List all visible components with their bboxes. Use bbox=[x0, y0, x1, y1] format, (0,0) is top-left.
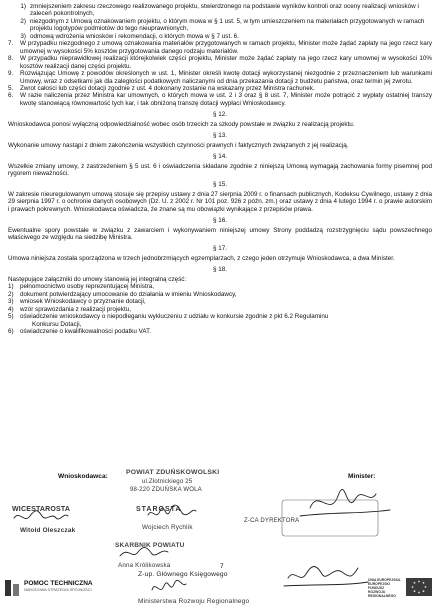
para-number: 7. bbox=[8, 40, 14, 48]
section-heading: § 16. bbox=[212, 217, 227, 225]
attachment-number: 1) bbox=[8, 283, 14, 291]
stamp-wicestarosta: WICESTAROSTA bbox=[12, 506, 71, 513]
para-text: W przypadku nieprawidłowej realizacji którejkolwiek części projektu, Minister może żądać zapłaty na jego rzecz kary umownej w wysokości 10% kosztów realizacji danej części projektu. bbox=[20, 55, 432, 70]
section-heading: § 15. bbox=[212, 181, 227, 189]
section-heading: § 17. bbox=[212, 245, 227, 253]
attachment-text: wzór sprawozdania z realizacji projektu, bbox=[20, 305, 131, 313]
list-text: odmową wdrożenia wniosków i rekomendacji, o których mowa w § 7 ust. 6. bbox=[30, 32, 239, 40]
section-text: Następujące załączniki do umowy stanowią jej integralną część: bbox=[8, 275, 187, 283]
applicant-label: Wnioskodawca: bbox=[58, 473, 108, 480]
para-text: W razie naliczenia przez Ministra kar umownych, o których mowa w ust. 2 i 3 oraz § 8 ust. 7, Minister może potrącić z wypłaty ostatniej transzy kwotę stanowiącą równowartość tych kar, i tak obniżoną transzę dotacji wypłaci Wnioskodawcy. bbox=[20, 92, 432, 107]
signature-minister-lower bbox=[284, 567, 368, 587]
attachment-number: 2) bbox=[8, 290, 14, 298]
attachment-text: pełnomocnictwo osoby reprezentującej Ministra, bbox=[20, 283, 155, 291]
section-heading: § 18. bbox=[212, 266, 227, 274]
eu-logo-line1: UNIA EUROPEJSKA bbox=[368, 578, 401, 582]
para-number: 6. bbox=[8, 92, 14, 100]
attachment-text: oświadczenie wnioskodawcy o niepodleganiu wykluczeniu z udziału w konkursie zgodnie z pkt 6.2 Regulaminu bbox=[20, 313, 329, 321]
stamp-wicestarosta-name: Witold Oleszczak bbox=[20, 527, 76, 534]
attachment-item bbox=[8, 283, 432, 290]
stamp-skarbnik: SKARBNIK POWIATU bbox=[115, 542, 185, 549]
stamp-starosta: STAROSTA bbox=[136, 506, 182, 513]
eu-logo bbox=[368, 576, 436, 604]
para-text: W przypadku niezgodnego z umową oznakowania materiałów przygotowanych w ramach projektu, Minister może żądać zapłaty na jego rzecz kary umownej w wysokości 5% kosztów przygotowania danego rodzaju materiałów. bbox=[20, 40, 432, 55]
stamp-address-line2: 98-220 ZDUŃSKA WOLA bbox=[130, 487, 202, 493]
eu-logo-line2: EUROPEJSKI FUNDUSZ bbox=[368, 582, 390, 590]
attachment-item bbox=[8, 306, 432, 313]
list-text: zmniejszeniem zakresu rzeczowego realizowanego projektu, stwierdzonego na podstawie wyników kontroli oraz oceny realizacji wniosków i zaleceń pokontrolnych, bbox=[30, 3, 419, 18]
signature-starosta bbox=[148, 505, 196, 515]
section-text: Umowa niniejsza została sporządzona w trzech jednobrzmiących egzemplarzach, z czego jeden otrzymuje Wnioskodawca, a dwa Minister. bbox=[8, 255, 395, 263]
section-text: W zakresie nieuregulowanym umową stosuje się przepisy ustawy z dnia 27 sierpnia 2009 r. o finansach publicznych, Kodeksu Cywilnego, ustawy z dnia 29 sierpnia 1997 r. o ochronie danych osobowych (Dz. U. z 2002 r. Nr 101 poz. 926 z późn. zm.) oraz ustawy z dnia 4 lutego 1994 r. o prawie autorskim i prawach pokrewnych. Wnioskodawca oświadcza, że znane są mu obowiązki wynikające z przepisów prawa. bbox=[8, 190, 432, 213]
para-number: 8. bbox=[8, 55, 14, 63]
stamp-starosta-name: Wojciech Rychlik bbox=[142, 524, 193, 531]
list-number: 1) bbox=[20, 3, 26, 10]
list-item bbox=[8, 3, 432, 18]
logo-left-subtitle: NARODOWA STRATEGIA SPÓJNOŚCI bbox=[24, 588, 92, 592]
stamp-skarbnik-name: Anna Królikowska bbox=[118, 562, 171, 569]
section-text: Wnioskodawca ponosi wyłączną odpowiedzialność wobec osób trzecich za szkody powstałe w związku z realizacją projektu. bbox=[8, 120, 355, 128]
logo-left-title: POMOC TECHNICZNA bbox=[24, 580, 93, 587]
attachment-number: 6) bbox=[8, 328, 14, 336]
attachment-number: 4) bbox=[8, 305, 14, 313]
paragraph bbox=[8, 85, 432, 92]
page-number: 7 bbox=[220, 563, 224, 570]
attachment-item bbox=[8, 321, 432, 328]
signature-area bbox=[0, 468, 442, 609]
signature-wicestarosta bbox=[14, 511, 68, 519]
attachment-number: 5) bbox=[8, 313, 14, 321]
para-text: Zwrot całości lub części dotacji zgodnie z ust. 4 dokonany zostanie na wskazany przez Ministra rachunek. bbox=[20, 84, 315, 92]
eu-logo-line3: ROZWOJU REGIONALNEGO bbox=[368, 590, 396, 598]
stamp-ministry-department: Ministerstwa Rozwoju Regionalnego bbox=[138, 598, 250, 605]
para-number: 9. bbox=[8, 70, 14, 78]
list-text: niezgodnym z Umową oznakowaniem projektu, o którym mowa w § 1 ust. 5, w tym umieszczeniem na materiałach przygotowanych w ramach projektu logotypów podmiotów do tego nieuprawnionych, bbox=[30, 17, 425, 33]
pomoc-techniczna-emblem-icon bbox=[4, 578, 20, 598]
ministry-stamp-mark bbox=[280, 498, 380, 538]
paragraph bbox=[8, 55, 432, 70]
stamp-ksiegowy: Z-up. Głównego Księgowego bbox=[138, 571, 228, 578]
pomoc-techniczna-logo bbox=[4, 574, 114, 604]
section-heading: § 14. bbox=[212, 152, 227, 160]
para-text: Rozwiązując Umowę z powodów określonych w ust. 1, Minister określi kwotę dotacji wykorzystanej niezgodnie z przeznaczeniem lub warunkami Umowy, wraz z odsetkami jak dla zaległości podatkowych naliczanymi od dnia przekazania dotacji z budżetu państwa, oraz termin jej zwrotu. bbox=[20, 70, 432, 85]
list-item bbox=[8, 33, 432, 40]
stamp-dyrektor: Z-CA DYREKTORA bbox=[244, 518, 300, 524]
stamp-address-line1: ul.Złotnickiego 25 bbox=[142, 479, 193, 485]
attachment-item bbox=[8, 313, 432, 320]
section-heading: § 12. bbox=[212, 111, 227, 119]
signature-ksiegowy bbox=[152, 580, 186, 590]
paragraph bbox=[8, 40, 432, 55]
eu-flag-icon bbox=[406, 578, 432, 596]
list-number: 2) bbox=[20, 17, 26, 25]
document-body bbox=[8, 3, 432, 336]
list-item bbox=[8, 18, 432, 33]
section-text: Ewentualne spory powstałe w związku z zawarciem i wykonywaniem niniejszej umowy Strony poddadzą rozstrzygnięciu sądu powszechnego właściwego ze względu na siedzibę Ministra. bbox=[8, 226, 432, 242]
attachment-text: Konkursu Dotacji, bbox=[32, 320, 82, 328]
paragraph bbox=[8, 70, 432, 85]
stamp-powiat: POWIAT ZDUŃSKOWOLSKI bbox=[126, 469, 220, 476]
section-heading: § 13. bbox=[212, 132, 227, 140]
attachment-number bbox=[8, 321, 20, 328]
attachment-item bbox=[8, 298, 432, 305]
attachment-text: oświadczenie o kwalifikowalności podatku VAT. bbox=[20, 328, 152, 336]
signature-skarbnik bbox=[120, 548, 168, 556]
attachment-item bbox=[8, 328, 432, 335]
attachment-number: 3) bbox=[8, 298, 14, 306]
section-text: Wykonanie umowy nastąpi z dniem zakończenia wszystkich czynności prawnych i faktycznych związanych z jej realizacją. bbox=[8, 141, 349, 149]
attachment-text: wniosek Wnioskodawcy o przyznanie dotacji, bbox=[20, 298, 146, 306]
minister-label: Minister: bbox=[348, 473, 376, 480]
para-number: 5. bbox=[8, 84, 14, 92]
attachment-text: dokument potwierdzający umocowanie do działania w imieniu Wnioskodawcy, bbox=[20, 290, 237, 298]
list-number: 3) bbox=[20, 32, 26, 40]
paragraph bbox=[8, 92, 432, 107]
section-text: Wszelkie zmiany umowy, z zastrzeżeniem § 5 ust. 6 i oświadczenia składane zgodnie z niniejszą Umową wymagają zachowania formy pisemnej pod rygorem nieważności. bbox=[8, 162, 432, 178]
attachment-item bbox=[8, 291, 432, 298]
